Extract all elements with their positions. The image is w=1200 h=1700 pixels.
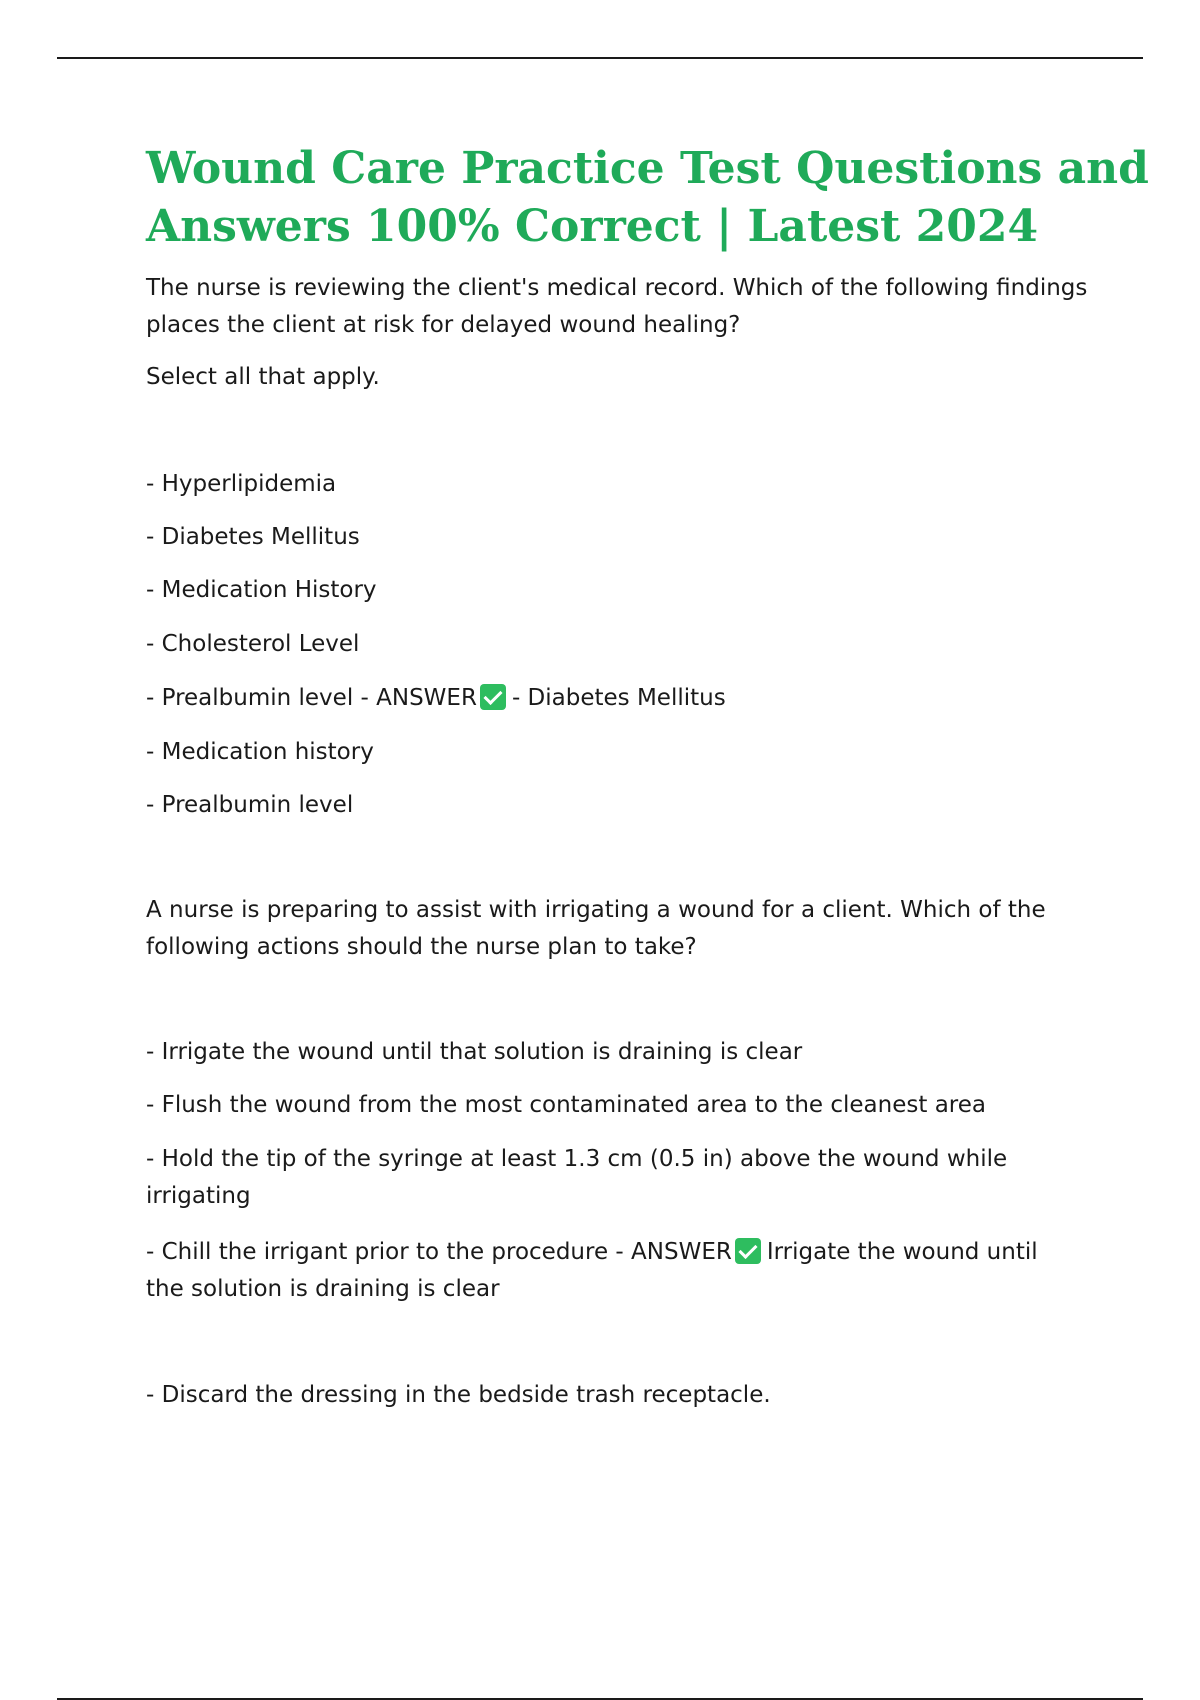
q1-stem-line-2: places the client at risk for delayed wound healing? xyxy=(146,312,741,338)
q2-option-1: - Irrigate the wound until that solution is draining is clear xyxy=(146,1039,803,1065)
q1-answer-text: - Diabetes Mellitus xyxy=(511,685,726,711)
title-line-2: Answers 100% Correct | Latest 2024 xyxy=(146,201,1039,252)
question-2 xyxy=(146,892,1096,1308)
q1-answer-line xyxy=(146,680,1096,717)
question-3 xyxy=(146,1377,1096,1414)
q2-option-2: - Flush the wound from the most contaminated area to the cleanest area xyxy=(146,1092,986,1118)
q1-instruction: Select all that apply. xyxy=(146,364,380,390)
document-title xyxy=(146,140,1149,256)
question-1 xyxy=(146,270,1096,824)
q2-answer-text-1: Irrigate the wound until xyxy=(766,1239,1038,1265)
q3-line: - Discard the dressing in the bedside trash receptacle. xyxy=(146,1382,771,1408)
q2-answer-line-1 xyxy=(146,1234,1096,1271)
q2-option-3-line-2: irrigating xyxy=(146,1183,251,1209)
document-body xyxy=(146,140,1149,1414)
q2-answer-lead: - Chill the irrigant prior to the procedure - ANSWER xyxy=(146,1239,732,1265)
q1-option-1: - Hyperlipidemia xyxy=(146,471,337,497)
title-line-1: Wound Care Practice Test Questions and xyxy=(146,143,1149,194)
q1-answer-rest-2: - Prealbumin level xyxy=(146,792,354,818)
q2-stem-line-2: following actions should the nurse plan to take? xyxy=(146,934,697,960)
check-icon xyxy=(735,1238,761,1264)
q2-option-3-line-1: - Hold the tip of the syringe at least 1.3 cm (0.5 in) above the wound while xyxy=(146,1146,1008,1172)
q1-option-3: - Medication History xyxy=(146,577,377,603)
q1-answer-lead: - Prealbumin level - ANSWER xyxy=(146,685,477,711)
q1-stem-line-1: The nurse is reviewing the client's medical record. Which of the following findings xyxy=(146,275,1088,301)
check-icon xyxy=(480,684,506,710)
q2-answer-line-2: the solution is draining is clear xyxy=(146,1276,500,1302)
q1-option-4: - Cholesterol Level xyxy=(146,631,360,657)
q1-option-2: - Diabetes Mellitus xyxy=(146,524,360,550)
top-rule xyxy=(57,57,1143,59)
q2-stem-line-1: A nurse is preparing to assist with irrigating a wound for a client. Which of the xyxy=(146,897,1046,923)
q1-answer-rest-1: - Medication history xyxy=(146,739,374,765)
